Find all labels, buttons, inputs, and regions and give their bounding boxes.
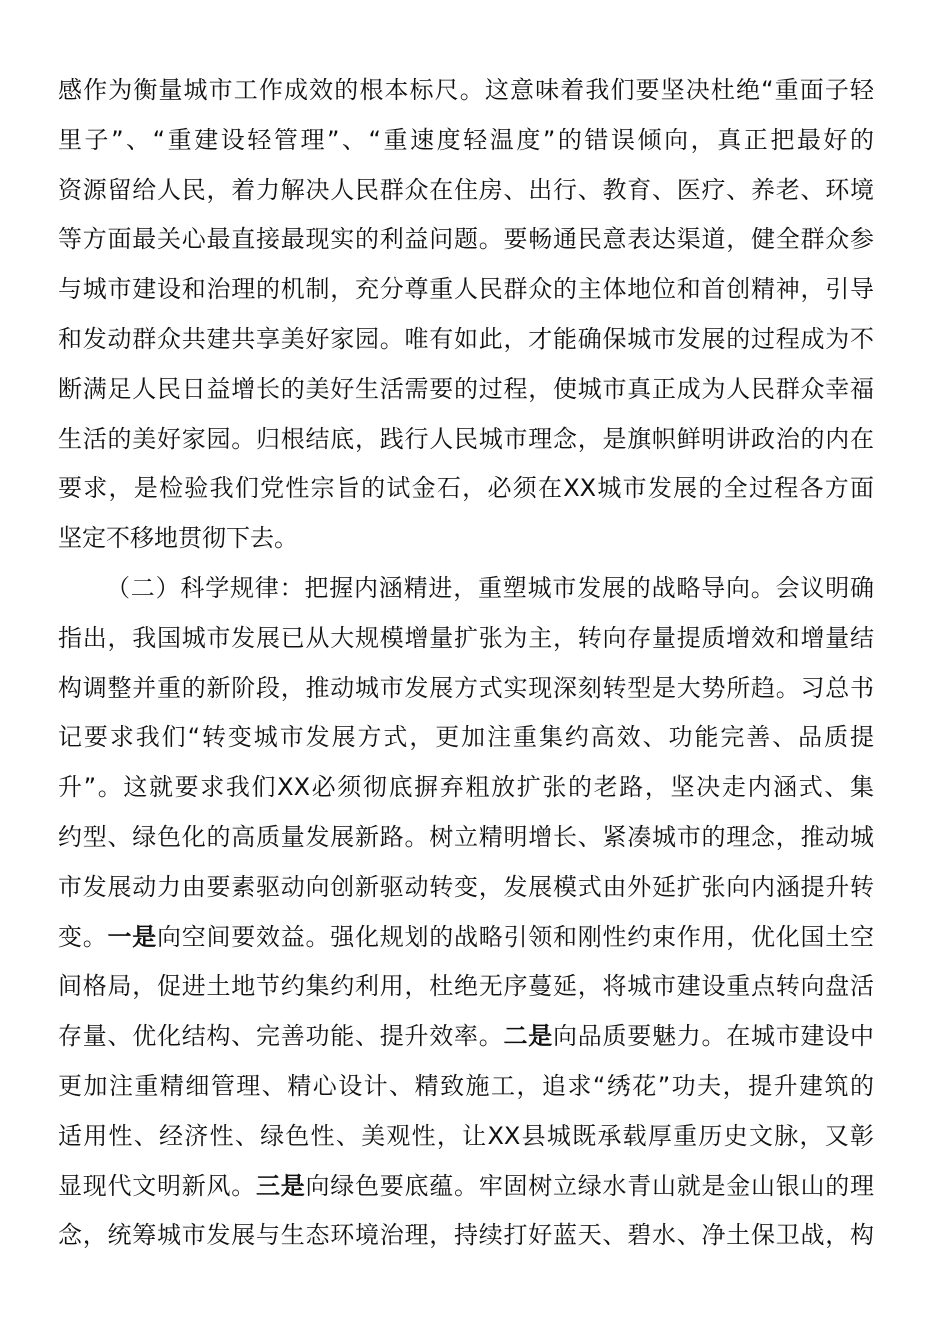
- text-line: 等方面最关心最直接最现实的利益问题。要畅通民意表达渠道，健全群众参: [58, 225, 874, 254]
- text-line: 适用性、经济性、绿色性、美观性，让XX县城既承载厚重历史文脉，又彰: [58, 1121, 874, 1150]
- bold-marker: 三是: [256, 1171, 306, 1200]
- text-line: [58, 1162, 874, 1212]
- text-line: 坚定不移地贯彻下去。: [58, 524, 298, 553]
- text-line: 间格局，促进土地节约集约利用，杜绝无序蔓延，将城市建设重点转向盘活: [58, 972, 874, 1001]
- bold-marker: 一是: [107, 922, 157, 951]
- text-line: 升”。这就要求我们XX必须彻底摒弃粗放扩张的老路，坚决走内涵式、集: [58, 773, 874, 802]
- bold-marker: 二是: [503, 1022, 553, 1051]
- text-line: 感作为衡量城市工作成效的根本标尺。这意味着我们要坚决杜绝“重面子轻: [58, 76, 874, 104]
- text-segment: 存量、优化结构、完善功能、提升效率。: [58, 1022, 504, 1051]
- text-segment: 向品质要魅力。在城市建设中: [553, 1022, 874, 1051]
- text-segment: 显现代文明新风。: [58, 1171, 256, 1200]
- text-line: 市发展动力由要素驱动向创新驱动转变，发展模式由外延扩张向内涵提升转: [58, 872, 874, 901]
- paragraph-2: [58, 564, 874, 1261]
- document-body: [58, 66, 874, 1261]
- text-segment: 向绿色要底蕴。牢固树立绿水青山就是金山银山的理: [305, 1171, 874, 1200]
- text-line: 构调整并重的新阶段，推动城市发展方式实现深刻转型是大势所趋。习总书: [58, 673, 874, 702]
- text-line: [58, 1012, 874, 1062]
- text-line: 约型、绿色化的高质量发展新路。树立精明增长、紧凑城市的理念，推动城: [58, 822, 874, 851]
- text-line: 里子”、“重建设轻管理”、“重速度轻温度”的错误倾向，真正把最好的: [58, 125, 874, 154]
- text-line: 资源留给人民，着力解决人民群众在住房、出行、教育、医疗、养老、环境: [58, 175, 874, 204]
- text-segment: 向空间要效益。强化规划的战略引领和刚性约束作用，优化国土空: [157, 922, 874, 951]
- text-line: 更加注重精细管理、精心设计、精致施工，追求“绣花”功夫，提升建筑的: [58, 1071, 874, 1100]
- text-line: 指出，我国城市发展已从大规模增量扩张为主，转向存量提质增效和增量结: [58, 623, 874, 652]
- text-segment: 变。: [58, 922, 108, 951]
- text-line: 要求，是检验我们党性宗旨的试金石，必须在XX城市发展的全过程各方面: [58, 474, 874, 503]
- paragraph-1: [58, 66, 874, 564]
- text-line: 断满足人民日益增长的美好生活需要的过程，使城市真正成为人民群众幸福: [58, 374, 874, 403]
- text-line: 记要求我们“转变城市发展方式，更加注重集约高效、功能完善、品质提: [58, 723, 874, 752]
- text-line: [58, 913, 874, 963]
- text-line: 与城市建设和治理的机制，充分尊重人民群众的主体地位和首创精神，引导: [58, 275, 874, 304]
- text-line: 念，统筹城市发展与生态环境治理，持续打好蓝天、碧水、净土保卫战，构: [58, 1221, 874, 1250]
- section-heading-line: （二）科学规律：把握内涵精进，重塑城市发展的战略导向。会议明确: [106, 573, 874, 602]
- text-line: 生活的美好家园。归根结底，践行人民城市理念，是旗帜鲜明讲政治的内在: [58, 424, 874, 453]
- text-line: 和发动群众共建共享美好家园。唯有如此，才能确保城市发展的过程成为不: [58, 324, 874, 353]
